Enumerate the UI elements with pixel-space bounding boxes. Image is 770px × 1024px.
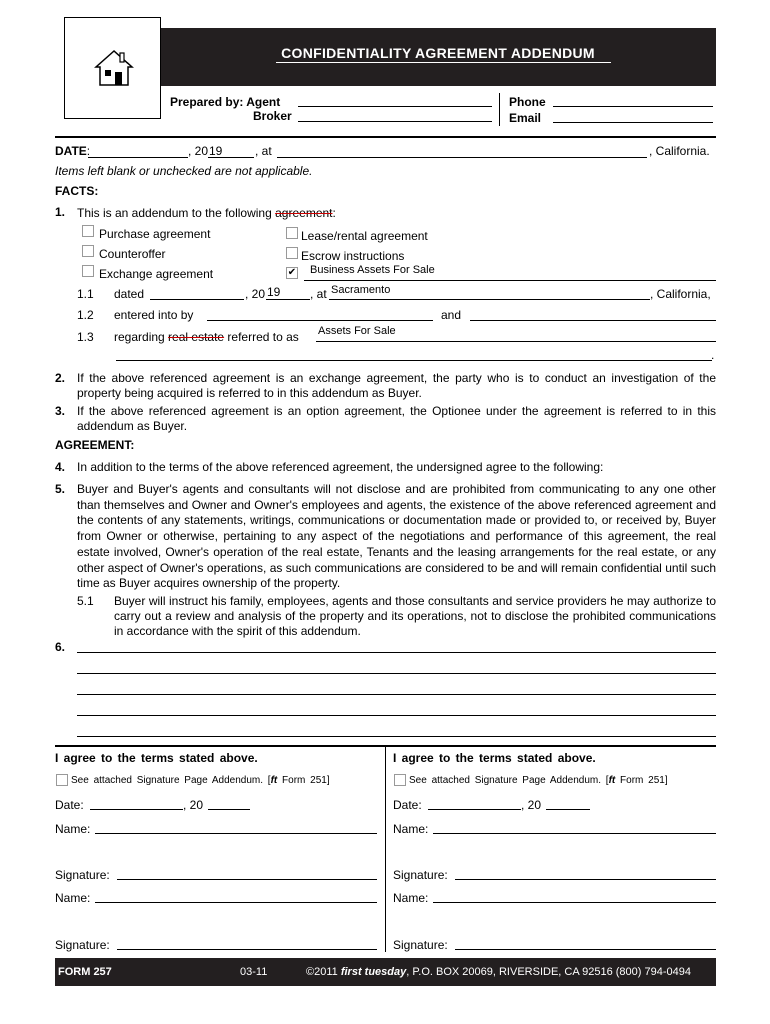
item5-1-num: 5.1 <box>77 594 94 608</box>
email-field[interactable] <box>553 122 713 123</box>
dated-at: , at <box>310 287 327 301</box>
item6-num: 6. <box>55 640 66 654</box>
item5-num: 5. <box>55 482 66 496</box>
right-year-field[interactable] <box>546 809 590 810</box>
date-field[interactable] <box>88 157 188 158</box>
house-icon <box>94 48 134 88</box>
item2-num: 2. <box>55 371 66 385</box>
broker-label: Broker <box>253 109 292 123</box>
form-revision: 03-11 <box>240 966 268 978</box>
dated-field[interactable] <box>150 299 244 300</box>
item4-num: 4. <box>55 460 66 474</box>
date-line: DATE: , 20 19 , at , California. <box>55 144 710 158</box>
right-name2-field[interactable] <box>433 902 716 903</box>
header-rule <box>55 136 716 138</box>
right-date-label: Date: <box>393 798 422 812</box>
not-applicable-note: Items left blank or unchecked are not applicable. <box>55 164 313 178</box>
other-checkbox[interactable] <box>286 267 298 279</box>
escrow-label: Escrow instructions <box>301 249 405 263</box>
prepared-by-label: Prepared by: Agent <box>170 95 281 109</box>
date-label: DATE <box>55 144 87 158</box>
purchase-checkbox[interactable] <box>82 225 94 237</box>
left-date-label: Date: <box>55 798 84 812</box>
item6-line-2[interactable] <box>77 673 716 674</box>
item2-text: If the above referenced agreement is an exchange agreement, the party who is to conduct an investigation of the property being acquired is referred to in this addendum as Buyer. <box>77 371 716 400</box>
counteroffer-checkbox[interactable] <box>82 245 94 257</box>
left-name2-label: Name: <box>55 891 91 905</box>
dated-year-value: 19 <box>267 285 281 299</box>
lease-checkbox[interactable] <box>286 227 298 239</box>
struck-real-estate: real estate <box>168 330 225 344</box>
date-california: , California. <box>649 144 710 158</box>
left-name1-label: Name: <box>55 822 91 836</box>
date-year-value: 19 <box>209 144 223 158</box>
item1-1-label: dated <box>114 287 145 301</box>
signature-divider <box>385 747 386 952</box>
other-field[interactable] <box>304 280 716 281</box>
dated-year-field[interactable] <box>266 299 310 300</box>
date-year-prefix: , 20 <box>188 144 209 158</box>
right-attached-text: See attached Signature Page Addendum. [ft Form 251] <box>409 775 668 786</box>
footer-bar <box>55 958 716 986</box>
left-agree-text: I agree to the terms stated above. <box>55 751 258 765</box>
form-title: CONFIDENTIALITY AGREEMENT ADDENDUM <box>281 45 595 61</box>
and-label: and <box>441 308 462 322</box>
item3-num: 3. <box>55 404 66 418</box>
escrow-checkbox[interactable] <box>286 247 298 259</box>
referred-period: . <box>711 348 715 362</box>
left-sig2-label: Signature: <box>55 938 110 952</box>
left-name1-field[interactable] <box>95 833 377 834</box>
left-year-field[interactable] <box>208 809 250 810</box>
item6-line-3[interactable] <box>77 694 716 695</box>
dated-year-prefix: , 20 <box>245 287 266 301</box>
dated-california: , California, <box>650 287 711 301</box>
dated-place-value: Sacramento <box>331 284 391 296</box>
dated-place-field[interactable] <box>329 299 650 300</box>
agent-field[interactable] <box>298 106 492 107</box>
purchase-label: Purchase agreement <box>99 227 211 241</box>
item6-line-5[interactable] <box>77 736 716 737</box>
right-name1-label: Name: <box>393 822 429 836</box>
right-sig2-field[interactable] <box>455 949 716 950</box>
right-attached-checkbox[interactable] <box>394 774 406 786</box>
other-value: Business Assets For Sale <box>310 264 435 276</box>
left-name2-field[interactable] <box>95 902 377 903</box>
left-sig1-label: Signature: <box>55 868 110 882</box>
item4-text: In addition to the terms of the above referenced agreement, the undersigned agree to the following: <box>77 460 604 474</box>
struck-agreement: agreement <box>275 206 333 220</box>
footer-copyright: ©2011 first tuesday, P.O. BOX 20069, RIVERSIDE, CA 92516 (800) 794-0494 <box>306 966 691 978</box>
exchange-label: Exchange agreement <box>99 267 214 281</box>
item1-1-num: 1.1 <box>77 287 94 301</box>
item1-2-label: entered into by <box>114 308 194 322</box>
right-sig1-label: Signature: <box>393 868 448 882</box>
left-date-twenty: , 20 <box>183 798 204 812</box>
form-number: FORM 257 <box>58 966 112 978</box>
referred-field-2[interactable] <box>116 360 712 361</box>
date-at: , at <box>255 144 272 158</box>
left-sig2-field[interactable] <box>117 949 377 950</box>
date-place-field[interactable] <box>277 157 647 158</box>
phone-label: Phone <box>509 95 546 109</box>
right-sig2-label: Signature: <box>393 938 448 952</box>
right-date-twenty: , 20 <box>521 798 542 812</box>
item1-3-label: regarding real estate referred to as <box>114 330 299 344</box>
phone-field[interactable] <box>553 106 713 107</box>
left-date-field[interactable] <box>90 809 183 810</box>
left-attached-checkbox[interactable] <box>56 774 68 786</box>
party1-field[interactable] <box>207 320 433 321</box>
counteroffer-label: Counteroffer <box>99 247 166 261</box>
item1-text: This is an addendum to the following agreement: <box>77 206 336 220</box>
party2-field[interactable] <box>470 320 716 321</box>
right-date-field[interactable] <box>428 809 521 810</box>
exchange-checkbox[interactable] <box>82 265 94 277</box>
header-divider <box>499 93 500 126</box>
item3-text: If the above referenced agreement is an option agreement, the Optionee under the agreement is referred to in this addendum as Buyer. <box>77 404 716 433</box>
email-label: Email <box>509 111 542 125</box>
agreement-heading: AGREEMENT: <box>55 438 135 452</box>
left-sig1-field[interactable] <box>117 879 377 880</box>
referred-field[interactable] <box>316 341 716 342</box>
item1-3-num: 1.3 <box>77 330 94 344</box>
item6-line-4[interactable] <box>77 715 716 716</box>
right-name2-label: Name: <box>393 891 429 905</box>
item5-1-text: Buyer will instruct his family, employees, agents and those consultants and service providers he may authorize to carry out a review and analysis of the property and its operations, not to disclose the prohibited communications in accordance with the spirit of this addendum. <box>114 594 716 638</box>
item1-2-num: 1.2 <box>77 308 94 322</box>
item6-line-1[interactable] <box>77 652 716 653</box>
item5-text: Buyer and Buyer's agents and consultants will not disclose and are prohibited from communicating to any one other than themselves and Owner and Owner's employees and agents, the existence of the above referenced agreement and the contents of any statements, writings, communications or documentation made or provided to, or received by, Buyer from Owner or otherwise, pertaining to any aspect of the negotiations and performance of this agreement, the real estate involved, Owner's operation of the real estate, Tenants and the leasing arrangements for the real estate, or any other aspect of Owner's operations, as such communications are considered to be and will remain confidential until such time as Buyer acquires ownership of the property. <box>77 482 716 591</box>
item1-num: 1. <box>55 205 66 219</box>
right-agree-text: I agree to the terms stated above. <box>393 751 596 765</box>
facts-heading: FACTS: <box>55 184 99 198</box>
right-name1-field[interactable] <box>433 833 716 834</box>
right-sig1-field[interactable] <box>455 879 716 880</box>
title-underline <box>276 62 611 63</box>
lease-label: Lease/rental agreement <box>301 229 428 243</box>
referred-value: Assets For Sale <box>318 325 396 337</box>
logo-box <box>64 17 161 119</box>
broker-field[interactable] <box>298 121 492 122</box>
check-mark-icon: ✔ <box>287 267 297 278</box>
left-attached-text: See attached Signature Page Addendum. [ft Form 251] <box>71 775 330 786</box>
